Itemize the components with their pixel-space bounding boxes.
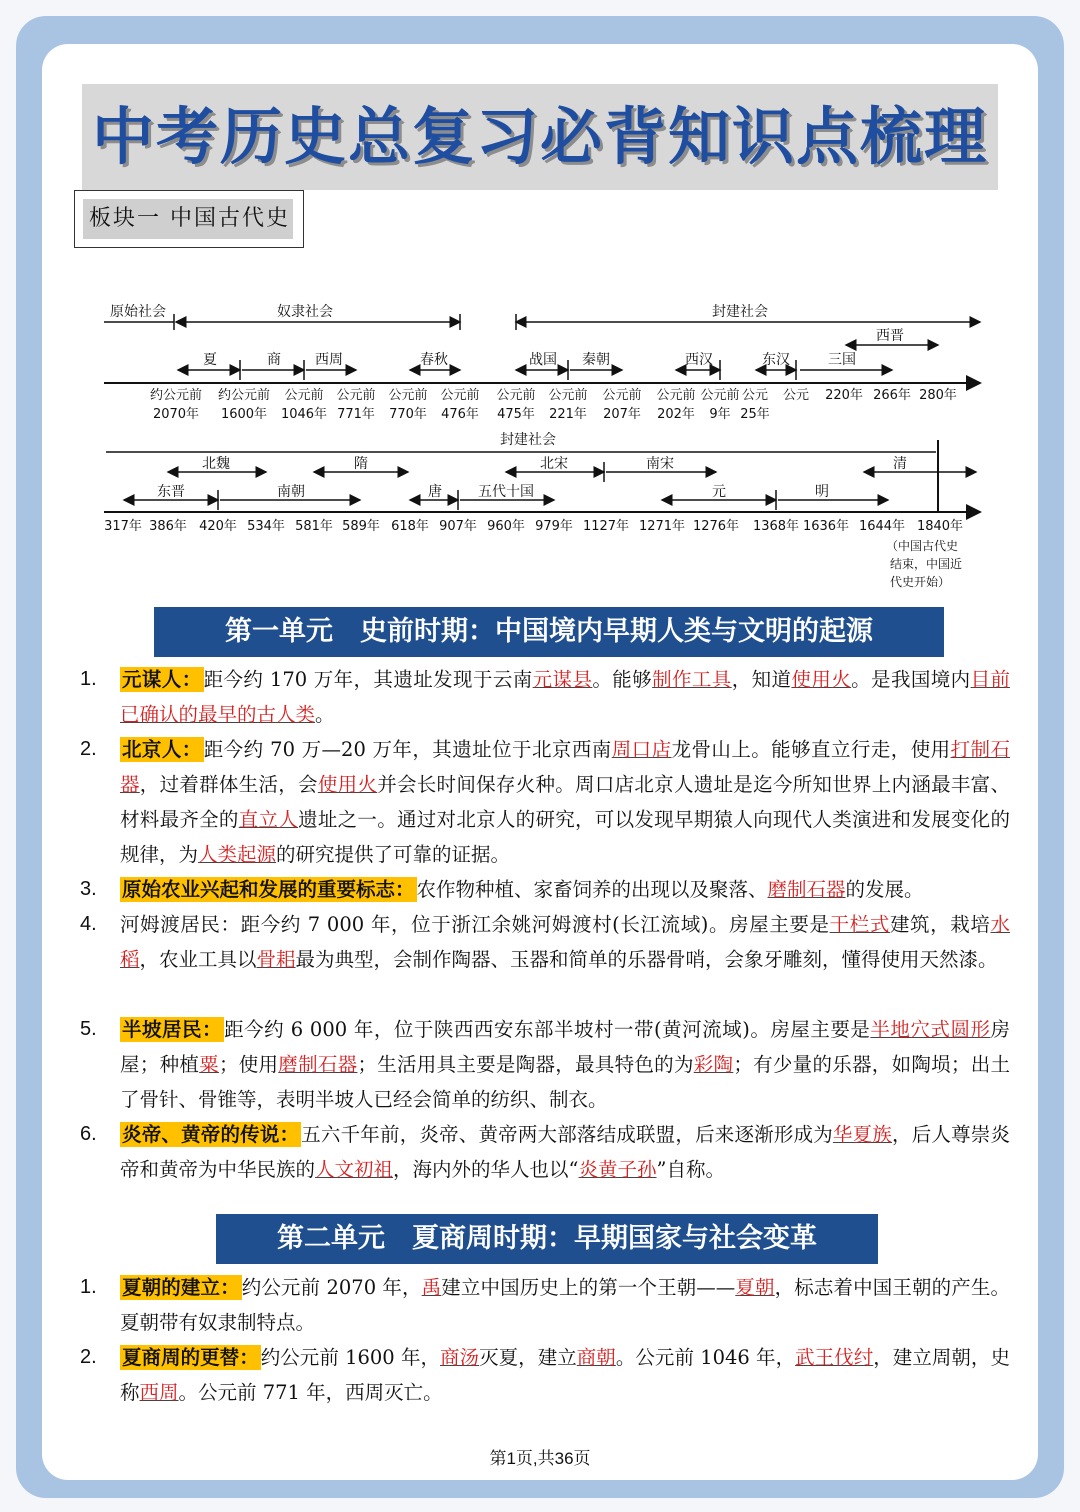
item-body-text: ，过着群体生活，会 [139,773,318,796]
era-label: 奴隶社会 [277,304,333,320]
item-body-text: ，农业工具以 [139,948,257,971]
knowledge-item [80,732,1010,872]
timeline-note: 代史开始） [890,575,951,589]
item-body-text: ，建立周朝，史称 [120,1346,1010,1404]
key-term: 夏朝 [735,1276,775,1299]
date-label: 公元前 [388,388,428,403]
date-label: 25年 [740,407,770,422]
dynasty-label: 北宋 [540,456,568,472]
dynasty-label: 南宋 [646,456,674,472]
item-body-text: ，知道 [731,668,792,691]
key-term: 人文初祖 [315,1158,394,1181]
key-term: 西周 [139,1381,179,1404]
date-label: 1127年 [582,519,630,534]
section-tag-box [74,190,304,248]
item-heading: 元谋人： [122,668,202,691]
key-term: 华夏族 [832,1123,892,1146]
date-label: 420年 [199,519,237,534]
item-heading: 夏商周的更替： [122,1346,259,1369]
key-term: 粟 [199,1053,219,1076]
date-label: 公元前 [284,388,324,403]
date-label: 1368年 [752,519,800,534]
item-body-text: 距今约 70 万—20 万年，其遗址位于北京西南 [203,738,612,761]
item-body-text: 建筑，栽培 [889,913,991,936]
date-label: 公元前 [496,388,536,403]
date-label: 公元前 [336,388,376,403]
date-label: 771年 [337,407,375,422]
date-label: 公元 [782,388,810,403]
item-number: 4. [80,913,97,935]
section-tag: 板块一 中国古代史 [83,199,293,239]
date-label: 1046年 [280,407,328,422]
date-label: 1600年 [220,407,268,422]
item-body-text: 。 [315,703,335,726]
item-text [120,1270,1010,1340]
key-term: 直立人 [238,808,299,831]
dynasty-label: 西周 [315,352,343,368]
timeline-note: （中国古代史 [886,539,959,553]
date-label: 220年 [825,388,863,403]
item-heading: 半坡居民： [122,1018,223,1041]
item-text [120,732,1010,872]
date-label: 534年 [247,519,285,534]
item-body-text: 的研究提供了可靠的证据。 [276,843,511,866]
key-term: 使用火 [317,773,378,796]
date-label: 公元 [741,388,769,403]
dynasty-label: 西晋 [876,328,904,344]
dynasty-label: 商 [267,352,281,368]
date-label: 约公元前 [149,388,203,403]
item-body-text: 并会长时间保存火种。周口店北京人遗址是迄今所知世界上内涵最丰富、材料最齐全的 [120,773,1010,831]
timeline-note: 结束，中国近 [890,557,963,571]
item-body-text: 。是我国境内 [851,668,971,691]
item-body-text: ”自称。 [656,1158,726,1181]
item-number: 1. [80,668,97,690]
date-label: 581年 [295,519,333,534]
item-body-text: ，海内外的华人也以“ [393,1158,579,1181]
knowledge-item [80,1270,1010,1340]
item-number: 1. [80,1276,97,1298]
dynasty-label: 元 [712,484,726,500]
dynasty-label: 明 [815,484,829,500]
item-body-text: 最为典型，会制作陶器、玉器和简单的乐器骨哨，会象牙雕刻，懂得使用天然漆。 [295,948,998,971]
item-body-text: 农作物种植、家畜饲养的出现以及聚落、 [416,878,768,901]
item-body-text: 龙骨山上。能够直立行走，使用 [671,738,951,761]
item-body-text: 河姆渡居民：距今约 7 000 年，位于浙江余姚河姆渡村(长江流域)。房屋主要是 [120,913,830,936]
date-label: 公元前 [656,388,696,403]
dynasty-label: 隋 [354,456,368,472]
dynasty-label: 秦朝 [582,352,610,368]
date-label: 317年 [104,519,142,534]
key-term: 禹 [421,1276,442,1299]
item-heading: 北京人： [122,738,202,761]
key-term: 磨制石器 [767,878,846,901]
item-number: 5. [80,1018,97,1040]
knowledge-item [80,1340,1010,1410]
key-term: 使用火 [791,668,852,691]
key-term: 彩陶 [693,1053,734,1076]
date-label: 207年 [603,407,641,422]
dynasty-label: 东汉 [762,352,790,368]
dynasty-label: 东晋 [157,484,185,500]
unit1-heading: 第一单元 史前时期：中国境内早期人类与文明的起源 [154,607,944,657]
date-label: 1271年 [638,519,686,534]
item-number: 3. [80,878,97,900]
date-label: 约公元前 [217,388,271,403]
key-term: 半地穴式圆形 [870,1018,991,1041]
dynasty-label: 北魏 [202,456,230,472]
item-number: 2. [80,738,97,760]
key-term: 干栏式 [829,913,890,936]
era-label: 封建社会 [712,304,768,320]
knowledge-item [80,1117,1010,1187]
key-term: 周口店 [611,738,672,761]
key-term: 商汤 [440,1346,480,1369]
date-label: 476年 [441,407,479,422]
item-body-text: ；使用 [218,1053,279,1076]
item-body-text: ，标志着中国王朝的产生。夏朝带有奴隶制特点。 [120,1276,1010,1334]
date-label: 9年 [709,407,731,422]
unit2-heading: 第二单元 夏商周时期：早期国家与社会变革 [216,1214,878,1264]
item-body-text: 灭夏，建立 [479,1346,577,1369]
item-text [120,1012,1010,1117]
date-label: 2070年 [152,407,200,422]
date-label: 979年 [535,519,573,534]
item-heading: 炎帝、黄帝的传说： [122,1123,300,1146]
item-number: 2. [80,1346,97,1368]
page-title: 中考历史总复习必背知识点梳理 [91,100,988,173]
knowledge-item [80,872,1010,907]
date-label: 公元前 [602,388,642,403]
knowledge-item [80,662,1010,732]
date-label: 960年 [487,519,525,534]
era-label: 封建社会 [500,432,556,448]
date-label: 202年 [657,407,695,422]
date-label: 266年 [873,388,911,403]
item-body-text: 约公元前 1600 年， [260,1346,441,1369]
date-label: 公元前 [548,388,588,403]
date-label: 公元前 [440,388,480,403]
date-label: 280年 [919,388,957,403]
key-term: 骨耜 [256,948,296,971]
date-label: 1644年 [858,519,906,534]
knowledge-item [80,1012,1010,1117]
item-body-text: 。能够 [592,668,653,691]
era-label: 原始社会 [110,304,166,320]
dynasty-label: 夏 [203,352,217,368]
item-text [120,662,1010,732]
dynasty-label: 战国 [529,352,557,368]
item-body-text: 。公元前 771 年，西周灭亡。 [178,1381,443,1404]
dynasty-label: 春秋 [420,352,448,368]
date-label: 221年 [549,407,587,422]
key-term: 制作工具 [652,668,732,691]
item-text [120,872,1010,907]
key-term: 炎黄子孙 [578,1158,657,1181]
date-label: 770年 [389,407,427,422]
item-body-text: ；有少量的乐器，如陶埙；出土了骨针、骨锥等，表明半坡人已经会简单的纺织、制衣。 [120,1053,1010,1111]
item-body-text: 五六千年前，炎帝、黄帝两大部落结成联盟，后来逐渐形成为 [301,1123,833,1146]
date-label: 1276年 [692,519,740,534]
item-body-text: 距今约 170 万年，其遗址发现于云南 [203,668,533,691]
item-text [120,1117,1010,1187]
date-label: 618年 [391,519,429,534]
key-term: 人类起源 [198,843,277,866]
item-heading: 夏朝的建立： [122,1276,240,1299]
main-title-banner [82,84,998,190]
date-label: 907年 [439,519,477,534]
dynasty-label: 五代十国 [478,484,534,500]
item-body-text: 的发展。 [845,878,924,901]
key-term: 打制石器 [120,738,1010,796]
item-heading: 原始农业兴起和发展的重要标志： [122,878,415,901]
key-term: 武王伐纣 [795,1346,874,1369]
key-term: 磨制石器 [278,1053,358,1076]
date-label: 475年 [497,407,535,422]
dynasty-label: 唐 [428,484,442,500]
date-label: 386年 [149,519,187,534]
item-number: 6. [80,1123,97,1145]
china-ancient-timeline [90,295,990,595]
key-term: 商朝 [576,1346,616,1369]
dynasty-label: 三国 [828,352,856,368]
key-term: 水稻 [120,913,1010,971]
key-term: 元谋县 [532,668,593,691]
item-body-text: ；生活用具主要是陶器，最具特色的为 [357,1053,694,1076]
item-body-text: 房屋；种植 [120,1018,1010,1076]
date-label: 公元前 [700,388,740,403]
item-body-text: 距今约 6 000 年，位于陕西西安东部半坡村一带(黄河流域)。房屋主要是 [224,1018,871,1041]
item-body-text: 遗址之一。通过对北京人的研究，可以发现早期猿人向现代人类演进和发展变化的规律，为 [120,808,1010,866]
dynasty-label: 南朝 [277,484,305,500]
item-body-text: ，后人尊崇炎帝和黄帝为中华民族的 [120,1123,1010,1181]
item-text [120,1340,1010,1410]
page-footer: 第1页,共36页 [489,1449,591,1468]
date-label: 1636年 [802,519,850,534]
knowledge-item [80,907,1010,977]
dynasty-label: 西汉 [685,352,713,368]
date-label: 589年 [342,519,380,534]
item-body-text: 建立中国历史上的第一个王朝—— [441,1276,736,1299]
key-term: 目前已确认的最早的古人类 [120,668,1010,726]
item-body-text: 约公元前 2070 年， [241,1276,422,1299]
dynasty-label: 清 [893,456,907,472]
item-text [120,907,1010,977]
date-label: 1840年 [916,519,964,534]
item-body-text: 。公元前 1046 年， [615,1346,796,1369]
